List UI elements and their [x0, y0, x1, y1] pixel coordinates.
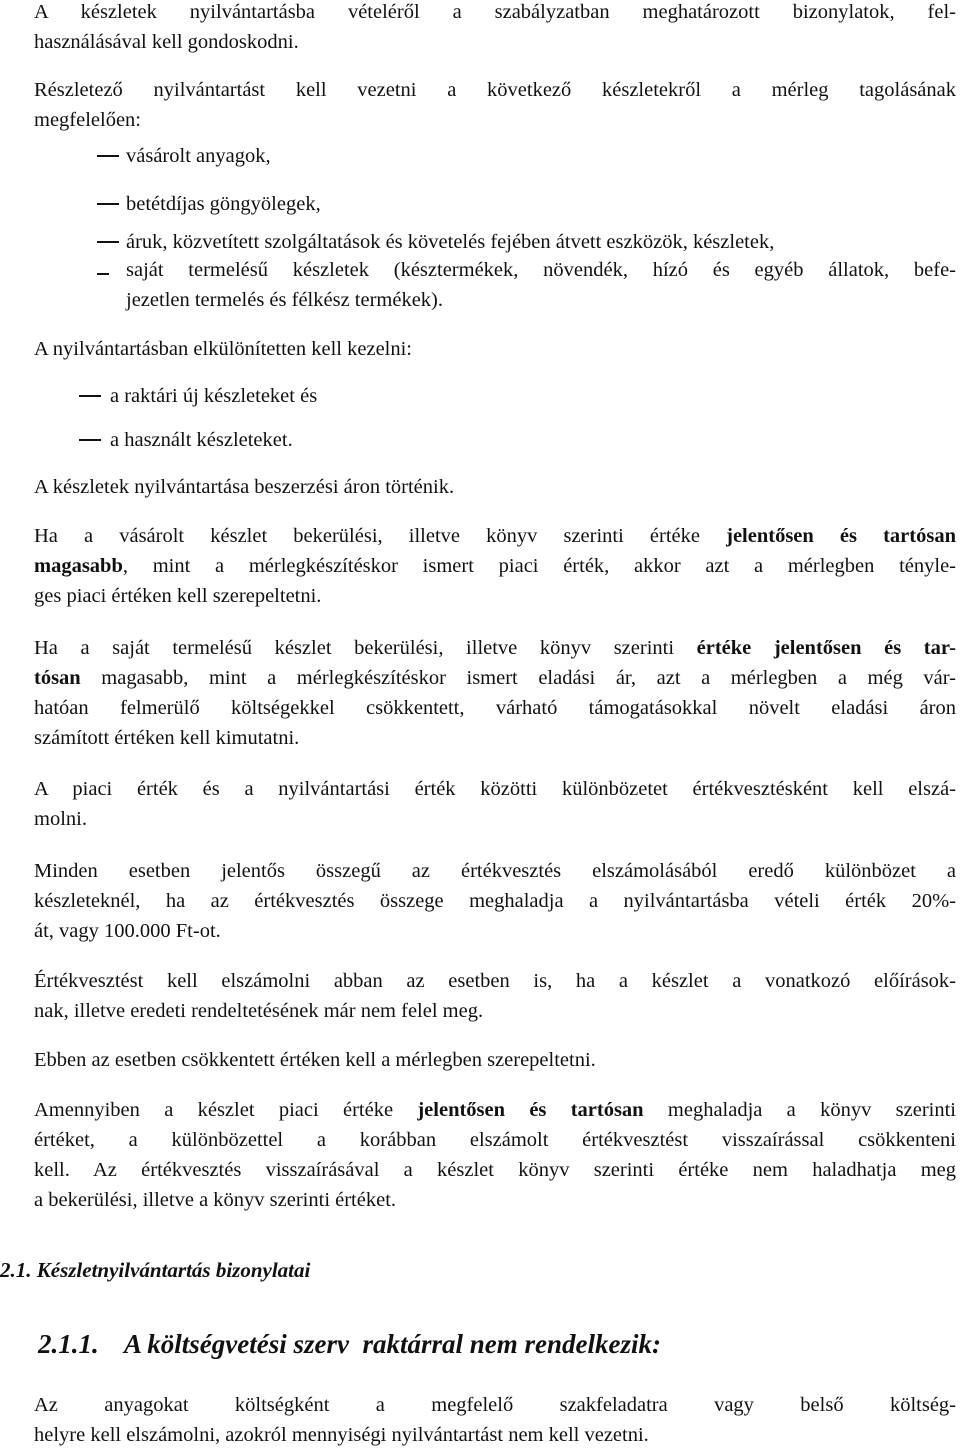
- section-heading: 2.1. Készletnyilvántartás bizonylatai: [0, 1258, 311, 1282]
- paragraph-line: Ha a saját termelésű készlet bekerülési, illetve könyv szerinti értéke jelentősen és tar-: [34, 637, 956, 659]
- paragraph-line: Értékvesztést kell elszámolni abban az esetben is, ha a készlet a vonatkozó előírások-: [34, 970, 956, 992]
- paragraph-line: megfelelően:: [34, 109, 142, 131]
- subsection-number: 2.1.1.: [38, 1329, 99, 1359]
- list-item: saját termelésű készletek (késztermékek, növendék, hízó és egyéb állatok, befe-: [126, 259, 956, 281]
- subsection-title: A költségvetési szerv raktárral nem rendelkezik:: [124, 1329, 661, 1359]
- emphasis-text: magasabb: [34, 555, 123, 577]
- paragraph-line: Részletező nyilvántartást kell vezetni a következő készletekről a mérleg tagolásának: [34, 79, 956, 101]
- paragraph-line: A piaci érték és a nyilvántartási érték közötti különbözetet értékvesztésként kell elszá-: [34, 778, 956, 800]
- dash-bullet-icon: [97, 273, 109, 275]
- paragraph-line: ges piaci értéken kell szerepeltetni.: [34, 585, 322, 607]
- paragraph-line: helyre kell elszámolni, azokról mennyiségi nyilvántartást nem kell vezetni.: [34, 1424, 649, 1446]
- dash-bullet-icon: [97, 241, 119, 243]
- emphasis-text: jelentősen és tartósan: [417, 1099, 644, 1121]
- list-item: áruk, közvetített szolgáltatások és követelés fejében átvett eszközök, készletek,: [126, 231, 775, 253]
- paragraph-line: Amennyiben a készlet piaci értéke jelentősen és tartósan meghaladja a könyv szerinti: [34, 1099, 956, 1121]
- emphasis-text: jelentősen és tartósan: [726, 525, 956, 547]
- dash-bullet-icon: [79, 395, 101, 397]
- paragraph-line: számított értéken kell kimutatni.: [34, 727, 300, 749]
- paragraph-line: értéket, a különbözettel a korábban elszámolt értékvesztést visszaírással csökkenteni: [34, 1129, 956, 1151]
- paragraph-line: Az anyagokat költségként a megfelelő szakfeladatra vagy belső költség-: [34, 1394, 956, 1416]
- paragraph-line: nak, illetve eredeti rendeltetésének már nem felel meg.: [34, 1000, 484, 1022]
- paragraph-line: A készletek nyilvántartásba vételéről a szabályzatban meghatározott bizonylatok, fel-: [34, 1, 956, 23]
- paragraph-line: Ha a vásárolt készlet bekerülési, illetve könyv szerinti értéke jelentősen és tartósan: [34, 525, 956, 547]
- paragraph-line: kell. Az értékvesztés visszaírásával a készlet könyv szerinti értéke nem haladhatja meg: [34, 1159, 956, 1181]
- paragraph-line: A készletek nyilvántartása beszerzési áron történik.: [34, 476, 455, 498]
- paragraph-line: készleteknél, ha az értékvesztés összege meghaladja a nyilvántartásba vételi érték 20%-: [34, 890, 956, 912]
- list-item: a használt készleteket.: [110, 429, 293, 451]
- paragraph-line: a bekerülési, illetve a könyv szerinti értéket.: [34, 1189, 397, 1211]
- list-item-continuation: jezetlen termelés és félkész termékek).: [126, 289, 444, 311]
- dash-bullet-icon: [97, 155, 119, 157]
- paragraph-line: át, vagy 100.000 Ft-ot.: [34, 920, 221, 942]
- list-item: vásárolt anyagok,: [126, 145, 271, 167]
- emphasis-text: értéke jelentősen és tar-: [696, 637, 956, 659]
- paragraph-line: A nyilvántartásban elkülönítetten kell kezelni:: [34, 338, 412, 360]
- paragraph-line: tósan magasabb, mint a mérlegkészítéskor ismert eladási ár, azt a mérlegben a még vár-: [34, 667, 956, 689]
- paragraph-line: Minden esetben jelentős összegű az értékvesztés elszámolásából eredő különbözet a: [34, 860, 956, 882]
- emphasis-text: tósan: [34, 667, 81, 689]
- paragraph-line: magasabb, mint a mérlegkészítéskor ismert piaci érték, akkor azt a mérlegben tényle-: [34, 555, 956, 577]
- subsection-heading: [38, 1326, 661, 1362]
- paragraph-line: molni.: [34, 808, 87, 830]
- dash-bullet-icon: [79, 439, 101, 441]
- paragraph-line: Ebben az esetben csökkentett értéken kell a mérlegben szerepeltetni.: [34, 1049, 596, 1071]
- list-item: betétdíjas göngyölegek,: [126, 193, 321, 215]
- paragraph-line: hatóan felmerülő költségekkel csökkentett, várható támogatásokkal növelt eladási áron: [34, 697, 956, 719]
- paragraph-line: használásával kell gondoskodni.: [34, 31, 299, 53]
- dash-bullet-icon: [97, 203, 119, 205]
- list-item: a raktári új készleteket és: [110, 385, 318, 407]
